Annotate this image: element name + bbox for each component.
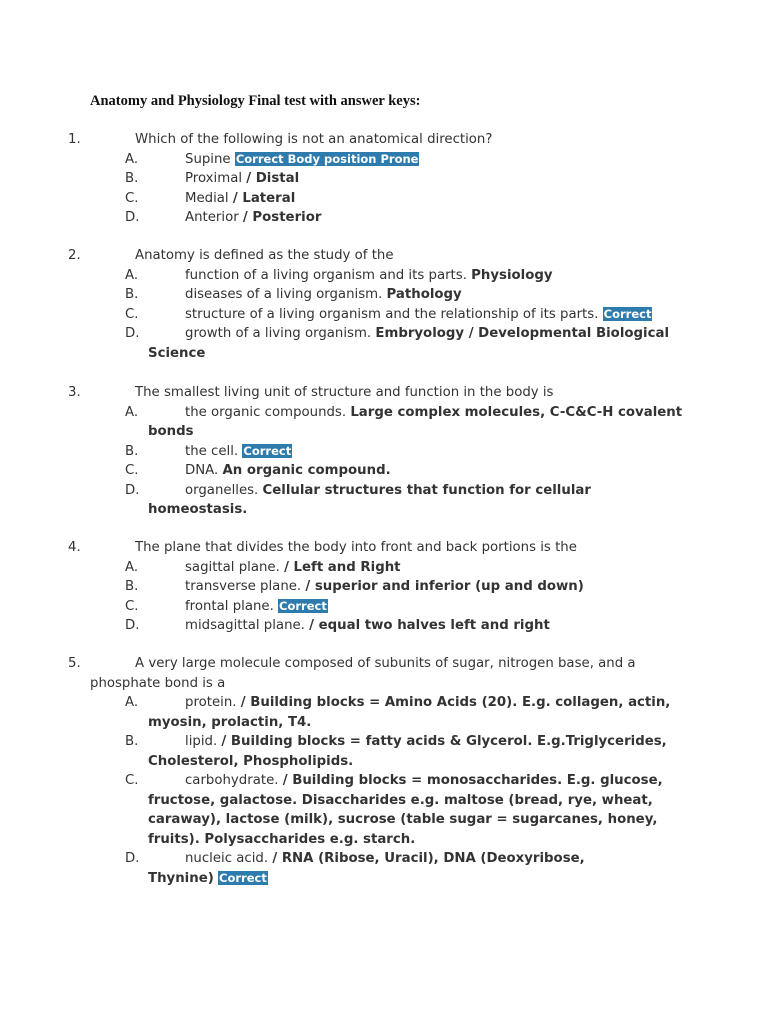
answer-note: bonds bbox=[148, 424, 194, 439]
question-number: 4. bbox=[68, 540, 81, 555]
option-letter: B. bbox=[125, 287, 139, 302]
option-plain-text: function of a living organism and its parts. bbox=[185, 267, 472, 283]
answer-note: Embryology / Developmental Biological bbox=[375, 326, 670, 341]
option-plain-text: Anterior bbox=[185, 210, 243, 225]
option-letter: B. bbox=[125, 579, 139, 594]
option-plain-text: the organic compounds. bbox=[185, 404, 351, 420]
answer-note: Thynine) bbox=[148, 870, 214, 886]
answer-note: Physiology bbox=[471, 267, 553, 283]
question-stem: The smallest living unit of structure and function in the body is bbox=[135, 385, 554, 400]
option-letter: B. bbox=[125, 443, 139, 459]
option-letter: D. bbox=[125, 618, 140, 633]
answer-note: myosin, prolactin, T4. bbox=[148, 714, 312, 730]
option-plain-text: transverse plane. bbox=[185, 579, 306, 594]
answer-note-continued bbox=[148, 344, 205, 364]
correct-badge: Correct bbox=[243, 443, 292, 458]
option-letter: A. bbox=[125, 151, 139, 167]
correct-badge: Correct bbox=[603, 306, 652, 321]
option-plain-text: DNA. bbox=[185, 463, 223, 478]
answer-note: fructose, galactose. Disaccharides e.g. maltose (bread, rye, wheat, bbox=[148, 792, 653, 808]
answer-note: / Lateral bbox=[232, 190, 296, 206]
option-text bbox=[185, 266, 553, 286]
answer-note-continued bbox=[148, 830, 415, 850]
option-plain-text: midsagittal plane. bbox=[185, 618, 310, 633]
correct-badge: Correct Body position Prone bbox=[235, 151, 419, 166]
answer-note-continued bbox=[148, 810, 657, 830]
answer-note-continued bbox=[148, 791, 653, 811]
option-plain-text: the cell. bbox=[185, 443, 243, 459]
option-text bbox=[185, 771, 663, 791]
option-plain-text: protein. bbox=[185, 695, 241, 710]
option-letter: C. bbox=[125, 598, 139, 614]
option-plain-text: nucleic acid. bbox=[185, 851, 273, 866]
answer-note: Pathology bbox=[386, 287, 462, 302]
option-plain-text: carbohydrate. bbox=[185, 773, 283, 788]
answer-note: / RNA (Ribose, Uracil), DNA (Deoxyribose, bbox=[272, 851, 585, 866]
option-text bbox=[185, 481, 591, 501]
question-number: 1. bbox=[68, 132, 81, 147]
option-text bbox=[185, 693, 670, 713]
answer-note: / Building blocks = fatty acids & Glycerol. E.g.Triglycerides, bbox=[221, 734, 667, 749]
answer-note: / Building blocks = monosaccharides. E.g. glucose, bbox=[282, 773, 663, 788]
option-letter: B. bbox=[125, 734, 139, 749]
option-letter: A. bbox=[125, 404, 139, 420]
option-plain-text: structure of a living organism and the relationship of its parts. bbox=[185, 306, 603, 322]
option-letter: C. bbox=[125, 306, 139, 322]
correct-badge: Correct bbox=[219, 870, 267, 885]
answer-note: caraway), lactose (milk), sucrose (table sugar = sugarcanes, honey, bbox=[148, 812, 658, 827]
answer-note: / Distal bbox=[246, 171, 300, 186]
option-letter: A. bbox=[125, 559, 139, 575]
option-letter: D. bbox=[125, 326, 140, 341]
option-plain-text: frontal plane. bbox=[185, 598, 279, 614]
option-plain-text: diseases of a living organism. bbox=[185, 287, 387, 302]
option-letter: D. bbox=[125, 851, 140, 866]
question-number: 3. bbox=[68, 385, 81, 400]
option-text bbox=[185, 403, 682, 423]
question-stem: A very large molecule composed of subunits of sugar, nitrogen base, and a bbox=[135, 656, 636, 671]
option-text bbox=[185, 169, 299, 189]
option-text bbox=[185, 208, 321, 228]
option-text bbox=[185, 189, 295, 209]
answer-note: Science bbox=[148, 345, 206, 361]
option-text bbox=[185, 150, 419, 170]
answer-note: / Left and Right bbox=[284, 559, 401, 575]
option-letter: A. bbox=[125, 695, 139, 710]
answer-note: / equal two halves left and right bbox=[309, 618, 550, 633]
option-letter: C. bbox=[125, 463, 139, 478]
question-stem: The plane that divides the body into front and back portions is the bbox=[135, 540, 577, 555]
option-plain-text: Medial bbox=[185, 190, 233, 206]
question-number: 2. bbox=[68, 248, 81, 263]
option-text bbox=[185, 558, 401, 578]
option-text bbox=[185, 597, 328, 617]
option-text bbox=[185, 849, 585, 869]
option-text bbox=[185, 616, 550, 636]
answer-note: / Building blocks = Amino Acids (20). E.g. collagen, actin, bbox=[240, 695, 671, 710]
question-stem: phosphate bond is a bbox=[90, 675, 226, 691]
option-text bbox=[185, 577, 584, 597]
option-letter: D. bbox=[125, 482, 140, 498]
answer-note: / Posterior bbox=[242, 210, 322, 225]
correct-badge: Correct bbox=[279, 598, 327, 613]
option-plain-text: growth of a living organism. bbox=[185, 326, 376, 341]
answer-note-continued bbox=[148, 713, 311, 733]
answer-note: fruits). Polysaccharides e.g. starch. bbox=[148, 831, 416, 847]
option-letter: C. bbox=[125, 773, 139, 788]
option-plain-text: Proximal bbox=[185, 171, 247, 186]
option-text bbox=[185, 732, 667, 752]
option-plain-text: Supine bbox=[185, 151, 235, 167]
answer-note: Cholesterol, Phospholipids. bbox=[148, 753, 354, 769]
answer-note: An organic compound. bbox=[222, 463, 391, 478]
option-text bbox=[185, 285, 462, 305]
option-letter: B. bbox=[125, 171, 139, 186]
document-title: Anatomy and Physiology Final test with answer keys: bbox=[90, 93, 421, 109]
option-letter: A. bbox=[125, 267, 139, 283]
option-text bbox=[185, 461, 391, 481]
option-plain-text: organelles. bbox=[185, 482, 263, 498]
answer-note-continued bbox=[148, 500, 247, 520]
answer-note-continued bbox=[148, 422, 194, 442]
option-text bbox=[185, 305, 652, 325]
option-text bbox=[185, 324, 669, 344]
question-stem: Which of the following is not an anatomical direction? bbox=[135, 132, 493, 147]
answer-note: / superior and inferior (up and down) bbox=[305, 579, 584, 594]
answer-note: Cellular structures that function for cellular bbox=[262, 482, 591, 498]
question-number: 5. bbox=[68, 656, 81, 671]
question-stem: Anatomy is defined as the study of the bbox=[135, 248, 394, 263]
option-plain-text: sagittal plane. bbox=[185, 559, 285, 575]
answer-note: homeostasis. bbox=[148, 502, 248, 517]
answer-note-continued bbox=[148, 869, 268, 889]
option-letter: D. bbox=[125, 210, 140, 225]
option-plain-text: lipid. bbox=[185, 734, 222, 749]
option-letter: C. bbox=[125, 190, 139, 206]
answer-note: Large complex molecules, C-C&C-H covalent bbox=[350, 404, 683, 420]
answer-note-continued bbox=[148, 752, 353, 772]
option-text bbox=[185, 442, 292, 462]
